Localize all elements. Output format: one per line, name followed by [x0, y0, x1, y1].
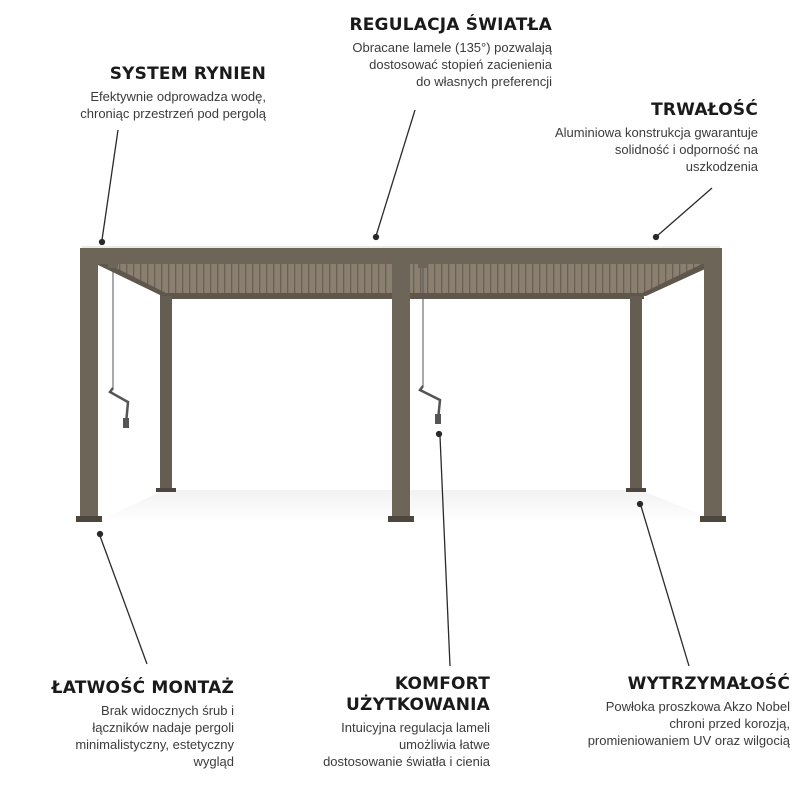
callout-system-rynien — [0, 64, 266, 122]
post-back-right-foot — [626, 488, 646, 492]
post-back-right — [630, 296, 642, 492]
callout-latwosc-montazu — [0, 678, 234, 770]
leader-wytrzymalosc — [641, 506, 689, 666]
callout-title: TRWAŁOŚĆ — [651, 100, 758, 120]
callout-description: Powłoka proszkowa Akzo Nobel chroni przed korozją, promieniowaniem UV oraz wilgocią — [587, 699, 790, 748]
callout-description: Efektywnie odprowadza wodę, chroniąc przestrzeń pod pergolą — [80, 89, 266, 121]
callout-description: Aluminiowa konstrukcja gwarantuje solidność i odporność na uszkodzenia — [554, 125, 758, 174]
callout-trwalosc — [458, 100, 758, 175]
callout-regulacja-swiatla — [252, 15, 552, 90]
callout-title: SYSTEM RYNIEN — [109, 64, 266, 84]
leader-swiatlo — [376, 110, 415, 236]
post-front-middle-foot — [388, 516, 414, 522]
leader-rynny — [102, 130, 118, 240]
post-front-left-foot — [76, 516, 102, 522]
post-front-right-foot — [700, 516, 726, 522]
callout-wytrzymalosc — [500, 674, 790, 749]
crank-handle-left — [108, 260, 129, 428]
louvers-right — [410, 264, 710, 296]
post-back-left — [160, 296, 172, 492]
callout-title: ŁATWOŚĆ MONTAŻ — [51, 678, 234, 698]
callout-komfort-uzytkowania — [230, 674, 490, 770]
leader-montaz — [100, 536, 147, 664]
callout-title: REGULACJA ŚWIATŁA — [349, 15, 552, 35]
callout-title: WYTRZYMAŁOŚĆ — [627, 674, 790, 694]
leader-komfort — [440, 436, 450, 666]
callout-title: KOMFORT UŻYTKOWANIA — [346, 674, 490, 715]
leader-trwalosc — [657, 188, 712, 236]
post-back-left-foot — [156, 488, 176, 492]
callout-description: Intuicyjna regulacja lameli umożliwia łatwe dostosowanie światła i cienia — [323, 720, 490, 769]
post-front-right — [704, 248, 722, 520]
callout-description: Obracane lamele (135°) pozwalają dostosować stopień zacienienia do własnych preferencji — [352, 40, 552, 89]
louvers-left — [100, 264, 392, 296]
callout-description: Brak widocznych śrub i łączników nadaje pergoli minimalistyczny, estetyczny wygląd — [75, 703, 234, 769]
post-front-middle — [392, 248, 410, 520]
post-front-left — [80, 248, 98, 520]
